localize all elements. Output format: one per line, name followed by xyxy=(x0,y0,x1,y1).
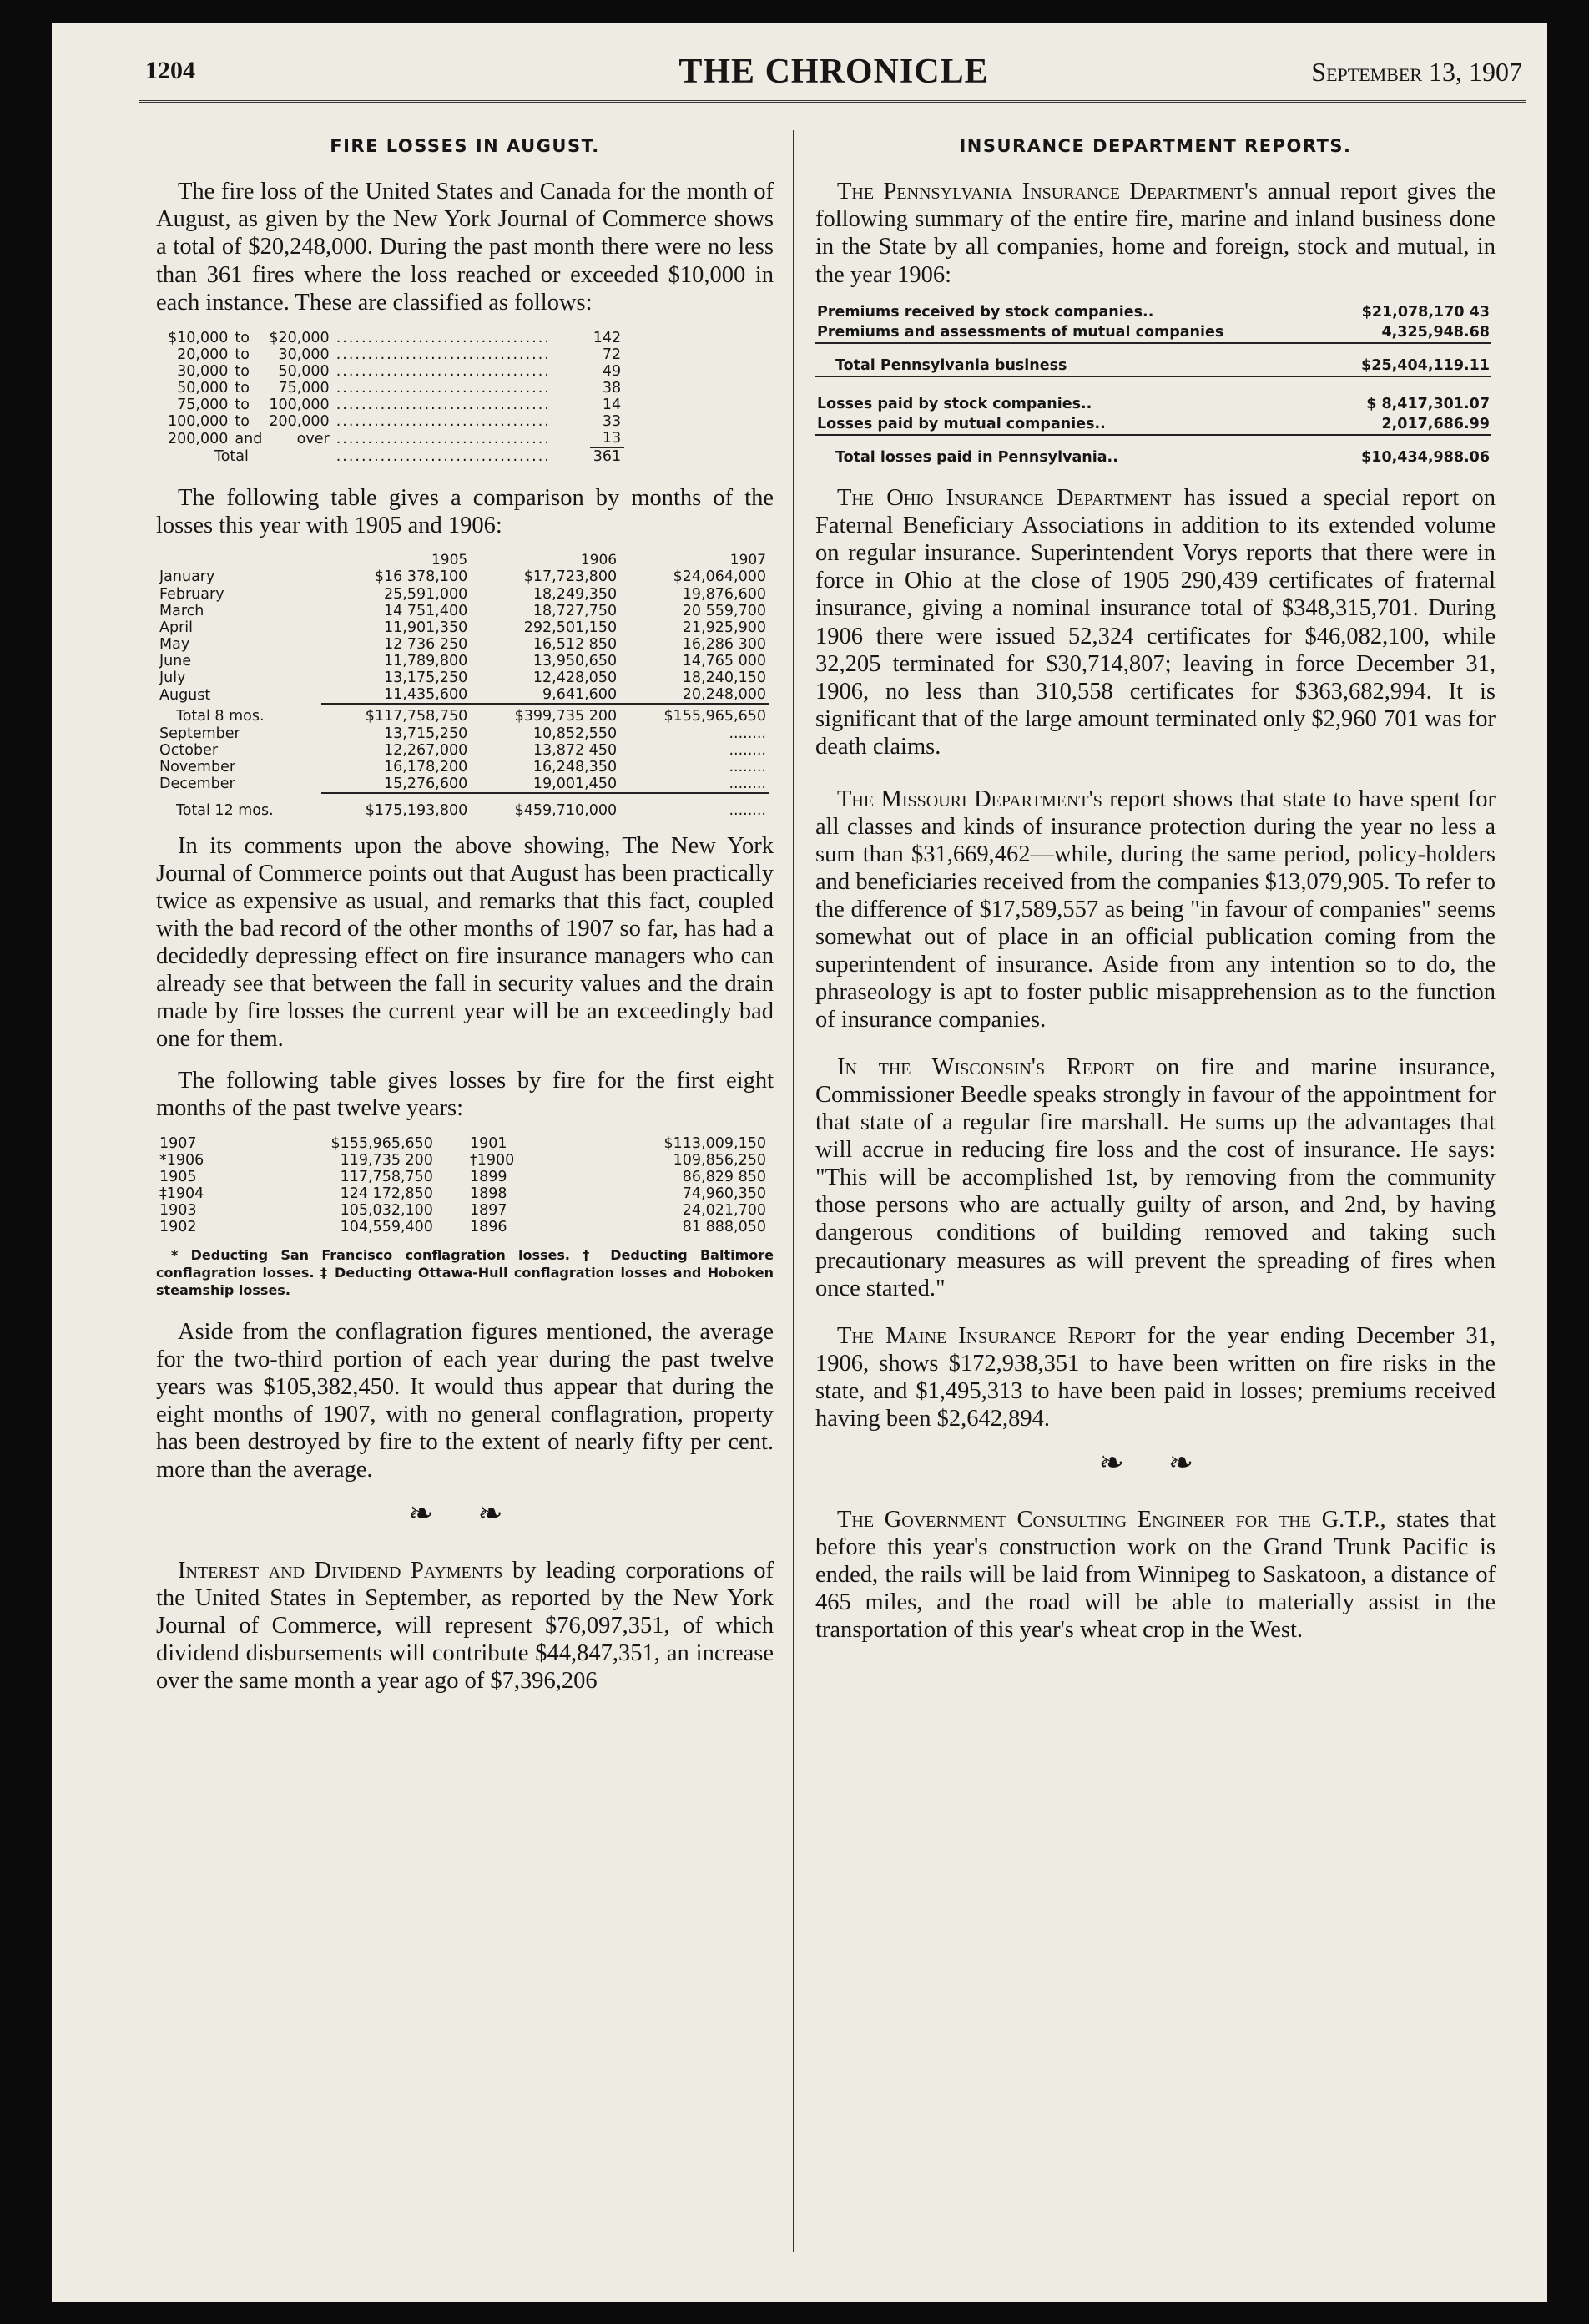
leader-dots: .................................. xyxy=(335,430,551,447)
amount-right: 81 888,050 xyxy=(682,1219,766,1236)
classification-row xyxy=(164,397,624,413)
range-upper: 30,000 xyxy=(278,346,330,363)
header-rule xyxy=(139,100,1526,103)
loss-1905: 13,715,250 xyxy=(384,725,468,742)
year-left: *1906 xyxy=(159,1151,204,1169)
column-divider xyxy=(793,130,794,2252)
loss-1905: 25,591,000 xyxy=(384,585,468,603)
fire-losses-heading: FIRE LOSSES IN AUGUST. xyxy=(330,136,600,156)
twelve-years-table xyxy=(156,1135,769,1236)
year-loss-row xyxy=(156,1219,769,1235)
loss-1906: 9,641,600 xyxy=(542,686,618,704)
range-to: to xyxy=(235,362,250,380)
amount-right: $113,009,150 xyxy=(663,1134,766,1152)
pennsylvania-lead: The Pennsylvania Insurance Department's xyxy=(837,179,1259,205)
leader-dots: .................................. xyxy=(335,362,551,380)
loss-1907: 20,248,000 xyxy=(682,686,766,704)
year-left: 1902 xyxy=(159,1219,197,1236)
loss-1906: 16,512 850 xyxy=(532,635,618,653)
total-8-months-row: Total 8 mos. $117,758,750 $399,735 200 $155,965,650 xyxy=(156,704,769,725)
amount-left: 105,032,100 xyxy=(340,1202,433,1220)
month-label: April xyxy=(159,619,193,636)
loss-1907: ........ xyxy=(729,758,766,776)
pennsylvania-paragraph xyxy=(815,178,1496,288)
month-label: January xyxy=(159,568,215,586)
issue-date: September 13, 1907 xyxy=(1311,57,1522,87)
leader-dots: .................................. xyxy=(335,379,551,397)
range-upper: 75,000 xyxy=(278,379,330,397)
fire-count: 33 xyxy=(602,413,622,431)
loss-1906: 16,248,350 xyxy=(532,758,618,776)
summary-row: Premiums and assessments of mutual companies 4,325,948.68 xyxy=(817,323,1490,341)
loss-classification-table xyxy=(164,330,624,466)
year-header-1907: 1907 xyxy=(729,551,766,568)
gtp-paragraph xyxy=(815,1506,1496,1644)
classification-row xyxy=(164,346,624,363)
maine-paragraph xyxy=(815,1322,1496,1432)
newspaper-page xyxy=(52,23,1547,2302)
loss-1905: 13,175,250 xyxy=(384,669,468,687)
loss-1905: 16,178,200 xyxy=(384,758,468,776)
classification-total-row: Total .................................. 361 xyxy=(164,447,624,465)
fire-count: 38 xyxy=(602,379,622,397)
month-row xyxy=(156,586,769,603)
fire-count: 72 xyxy=(602,346,622,363)
ohio-lead: The Ohio Insurance Department xyxy=(837,485,1172,512)
month-row xyxy=(156,669,769,686)
classification-total-label: Total xyxy=(214,447,249,465)
range-upper: 100,000 xyxy=(269,397,330,414)
twelve-years-intro: The following table gives losses by fire for the first eight months of the past twelve years: xyxy=(156,1067,774,1121)
range-from: 100,000 xyxy=(168,413,229,431)
classification-row xyxy=(164,380,624,397)
page-number: 1204 xyxy=(145,57,195,84)
amount-left: $155,965,650 xyxy=(330,1134,433,1152)
month-label: March xyxy=(159,602,204,619)
loss-1907: ........ xyxy=(729,725,766,742)
amount-left: 117,758,750 xyxy=(340,1168,433,1185)
amount-right: 24,021,700 xyxy=(682,1202,766,1220)
range-to: to xyxy=(235,346,250,363)
classification-row xyxy=(164,413,624,430)
year-loss-row xyxy=(156,1135,769,1152)
year-left: 1905 xyxy=(159,1168,197,1185)
leader-dots: .................................. xyxy=(335,346,551,363)
range-to: to xyxy=(235,397,250,414)
year-right: 1896 xyxy=(469,1219,507,1236)
loss-1906: 13,872 450 xyxy=(532,741,618,759)
classification-row xyxy=(164,330,624,346)
year-header-1906: 1906 xyxy=(580,551,618,568)
loss-1905: 12,267,000 xyxy=(384,741,468,759)
gtp-lead: The Government Consulting Engineer for the G.T.P. xyxy=(837,1506,1380,1533)
summary-row: Premiums received by stock companies.. $21,078,170 43 xyxy=(817,303,1490,321)
classification-total-value: 361 xyxy=(590,447,624,465)
amount-left: 119,735 200 xyxy=(340,1151,433,1169)
month-row xyxy=(156,725,769,742)
comparison-intro: The following table gives a comparison by months of the losses this year with 1905 and 1906: xyxy=(156,484,774,538)
year-right: 1898 xyxy=(469,1185,507,1202)
range-from: 30,000 xyxy=(177,362,229,380)
left-column xyxy=(156,136,774,1708)
month-row xyxy=(156,568,769,585)
monthly-comparison-table xyxy=(156,553,769,819)
right-column xyxy=(815,136,1496,1657)
month-label: June xyxy=(159,653,192,670)
wisconsin-lead: In the Wisconsin's Report xyxy=(837,1054,1134,1081)
loss-1907: 20 559,700 xyxy=(682,602,766,619)
loss-1907: 21,925,900 xyxy=(682,619,766,636)
amount-right: 74,960,350 xyxy=(682,1185,766,1202)
range-to: to xyxy=(235,413,250,431)
summary-row: Losses paid by mutual companies.. 2,017,686.99 xyxy=(817,416,1490,433)
loss-1907: 18,240,150 xyxy=(682,669,766,687)
month-label: November xyxy=(159,758,236,776)
pennsylvania-body: annual report gives the following summary of the entire fire, marine and inland business done in the State by all companies, home and foreign, stock and mutual, in the year 1906: xyxy=(815,179,1496,288)
classification-row xyxy=(164,363,624,380)
loss-1905: 14 751,400 xyxy=(384,602,468,619)
comments-paragraph: In its comments upon the above showing, The New York Journal of Commerce points out that August has been practically twice as expensive as usual, and remarks that this fact, coupled with the bad record of the other months of 1907 so far, has had a decidedly depressing effect on fire insurance managers who can already see that between the fall in security values and the drain made by fire losses the current year will be an exceedingly bad one for them. xyxy=(156,833,774,1053)
total-12-months-row: Total 12 mos. $175,193,800 $459,710,000 ........ xyxy=(156,793,769,819)
month-row xyxy=(156,686,769,704)
range-upper: $20,000 xyxy=(269,329,330,346)
year-loss-row xyxy=(156,1202,769,1219)
leader-dots: .................................. xyxy=(335,397,551,414)
publication-title: THE CHRONICLE xyxy=(678,53,989,91)
summary-row: Total Pennsylvania business $25,404,119.11 xyxy=(815,343,1491,376)
month-row xyxy=(156,742,769,759)
ornament-right: ❧ ❧ xyxy=(1098,1445,1213,1479)
amount-left: 104,559,400 xyxy=(340,1219,433,1236)
year-header-1905: 1905 xyxy=(431,551,468,568)
range-from: 75,000 xyxy=(177,397,229,414)
loss-1907: 19,876,600 xyxy=(682,585,766,603)
range-from: 20,000 xyxy=(177,346,229,363)
loss-1906: 292,501,150 xyxy=(523,619,618,636)
month-label: October xyxy=(159,741,219,759)
loss-1907: 16,286 300 xyxy=(682,635,766,653)
missouri-paragraph xyxy=(815,786,1496,1033)
month-row xyxy=(156,603,769,619)
classification-row xyxy=(164,430,624,447)
month-label: December xyxy=(159,776,235,793)
month-row xyxy=(156,636,769,653)
interest-paragraph xyxy=(156,1557,774,1695)
loss-1905: 11,435,600 xyxy=(384,686,468,704)
year-right: 1897 xyxy=(469,1202,507,1220)
amount-left: 124 172,850 xyxy=(340,1185,433,1202)
ohio-paragraph xyxy=(815,484,1496,760)
missouri-body: report shows that state to have spent for all classes and kinds of insurance protection during the year no less a sum than $31,669,462—while, during the same period, policy-holders and beneficiaries received from the companies $13,079,905. To refer to the difference of $17,589,557 as being "in favour of companies" seems somewhat out of place in an official publication coming from the superintendent of insurance. Aside from any intention so to do, the phraseology is apt to foster public misapprehension as to the function of insurance companies. xyxy=(815,786,1496,1033)
page-header xyxy=(145,45,1522,95)
loss-1905: 12 736 250 xyxy=(384,635,468,653)
loss-1907: ........ xyxy=(729,741,766,759)
range-upper: over xyxy=(296,430,330,447)
loss-1905: 11,901,350 xyxy=(384,619,468,636)
maine-body: for the year ending December 31, 1906, shows $172,938,351 to have been written on fire risks in the state, and $1,495,313 to have been paid in losses; premiums received having been $2,642,894. xyxy=(815,1322,1496,1432)
insurance-reports-heading: INSURANCE DEPARTMENT REPORTS. xyxy=(959,136,1352,156)
pennsylvania-summary-table xyxy=(815,302,1491,468)
loss-1906: 18,249,350 xyxy=(532,585,618,603)
maine-lead: The Maine Insurance Report xyxy=(837,1322,1136,1349)
loss-1905: 11,789,800 xyxy=(384,653,468,670)
range-to: to xyxy=(235,329,250,346)
month-label: August xyxy=(159,686,211,704)
month-row xyxy=(156,759,769,776)
loss-1905: 15,276,600 xyxy=(384,775,468,792)
interest-lead: Interest and Dividend Payments xyxy=(178,1557,503,1584)
month-label: September xyxy=(159,725,240,742)
year-right: 1901 xyxy=(469,1134,507,1152)
loss-1906: 18,727,750 xyxy=(532,602,618,619)
year-left: 1907 xyxy=(159,1134,197,1152)
year-loss-row xyxy=(156,1169,769,1185)
year-loss-row xyxy=(156,1185,769,1202)
range-to: to xyxy=(235,379,250,397)
gtp-body: , states that before this year's construction work on the Grand Trunk Pacific is ended, the rails will be laid from Winnipeg to Saskatoon, a distance of 465 miles, and the road will be able to materially assist in the transportation of this year's wheat crop in the West. xyxy=(815,1506,1496,1643)
month-label: July xyxy=(159,669,186,687)
loss-1906: 10,852,550 xyxy=(532,725,618,742)
wisconsin-body: on fire and marine insurance, Commissioner Beedle speaks strongly in favour of the appointment for that state of a regular fire marshall. He sums up the advantages that will accrue in reducing fire loss and the cost of insurance. He says: "This will be accomplished 1st, by removing from the community those persons who are actually guilty of arson, and 2nd, by having dangerous conditions of building removed and taking such precautionary measures as will prevent the spreading of fires when once started." xyxy=(815,1054,1496,1301)
ornament-left: ❧ ❧ xyxy=(408,1497,522,1531)
footnotes: * Deducting San Francisco conflagration losses. † Deducting Baltimore conflagration losses. ‡ Deducting Ottawa-Hull conflagration losses and Hoboken steamship losses. xyxy=(156,1247,774,1298)
loss-1907: ........ xyxy=(729,775,766,792)
range-from: 50,000 xyxy=(177,379,229,397)
year-left: ‡1904 xyxy=(159,1185,204,1202)
month-row xyxy=(156,776,769,793)
loss-1905: $16 378,100 xyxy=(374,568,468,586)
leader-dots: .................................. xyxy=(335,413,551,431)
year-left: 1903 xyxy=(159,1202,197,1220)
loss-1907: 14,765 000 xyxy=(682,653,766,670)
fire-count: 13 xyxy=(602,430,622,447)
month-row xyxy=(156,653,769,669)
aside-paragraph: Aside from the conflagration figures mentioned, the average for the two-third portion of each year during the past twelve years was $105,382,450. It would thus appear that during the eight months of 1907, with no general conflagration, property has been destroyed by fire to the extent of nearly fifty per cent. more than the average. xyxy=(156,1318,774,1483)
interest-body: by leading corporations of the United States in September, as reported by the New York Journal of Commerce, will represent $76,097,351, of which dividend disbursements will contribute $44,847,351, an increase over the same month a year ago of $7,396,206 xyxy=(156,1557,774,1694)
year-right: †1900 xyxy=(469,1151,515,1169)
range-from: 200,000 xyxy=(168,430,229,447)
year-loss-row xyxy=(156,1152,769,1169)
year-right: 1899 xyxy=(469,1168,507,1185)
range-upper: 50,000 xyxy=(278,362,330,380)
range-upper: 200,000 xyxy=(269,413,330,431)
summary-row: Total losses paid in Pennsylvania.. $10,434,988.06 xyxy=(815,435,1491,467)
fire-count: 49 xyxy=(602,362,622,380)
amount-right: 86,829 850 xyxy=(682,1168,766,1185)
range-to: and xyxy=(235,430,263,447)
month-label: February xyxy=(159,585,224,603)
ohio-body: has issued a special report on Faternal Beneficiary Associations in addition to its extended volume on regular insurance. Superintendent Vorys reports that there were in force in Ohio at the close of 1905 290,439 certificates of fraternal insurance, giving a nominal insurance total of $348,315,701. During 1906 there were issued 52,324 certificates for $46,082,100, while 32,205 terminated for $30,714,807; leaving in force December 31, 1906, no less than 310,558 certificates for $363,682,994. It is significant that of the large amount terminated only $2,960 701 was for death claims. xyxy=(815,485,1496,760)
range-from: $10,000 xyxy=(168,329,229,346)
fire-count: 14 xyxy=(602,397,622,414)
loss-1906: 19,001,450 xyxy=(532,775,618,792)
month-row xyxy=(156,619,769,636)
leader-dots: .................................. xyxy=(335,329,551,346)
loss-1906: $17,723,800 xyxy=(523,568,618,586)
wisconsin-paragraph xyxy=(815,1053,1496,1301)
amount-right: 109,856,250 xyxy=(673,1151,766,1169)
missouri-lead: The Missouri Department's xyxy=(837,786,1102,812)
loss-1906: 13,950,650 xyxy=(532,653,618,670)
fire-losses-intro: The fire loss of the United States and Canada for the month of August, as given by the New York Journal of Commerce shows a total of $20,248,000. During the past month there were no less than 361 fires where the loss reached or exceeded $10,000 in each instance. These are classified as follows: xyxy=(156,179,774,316)
fire-count: 142 xyxy=(593,329,622,346)
month-label: May xyxy=(159,635,190,653)
loss-1906: 12,428,050 xyxy=(532,669,618,687)
summary-row: Losses paid by stock companies.. $ 8,417,301.07 xyxy=(815,376,1491,414)
loss-1907: $24,064,000 xyxy=(673,568,766,586)
